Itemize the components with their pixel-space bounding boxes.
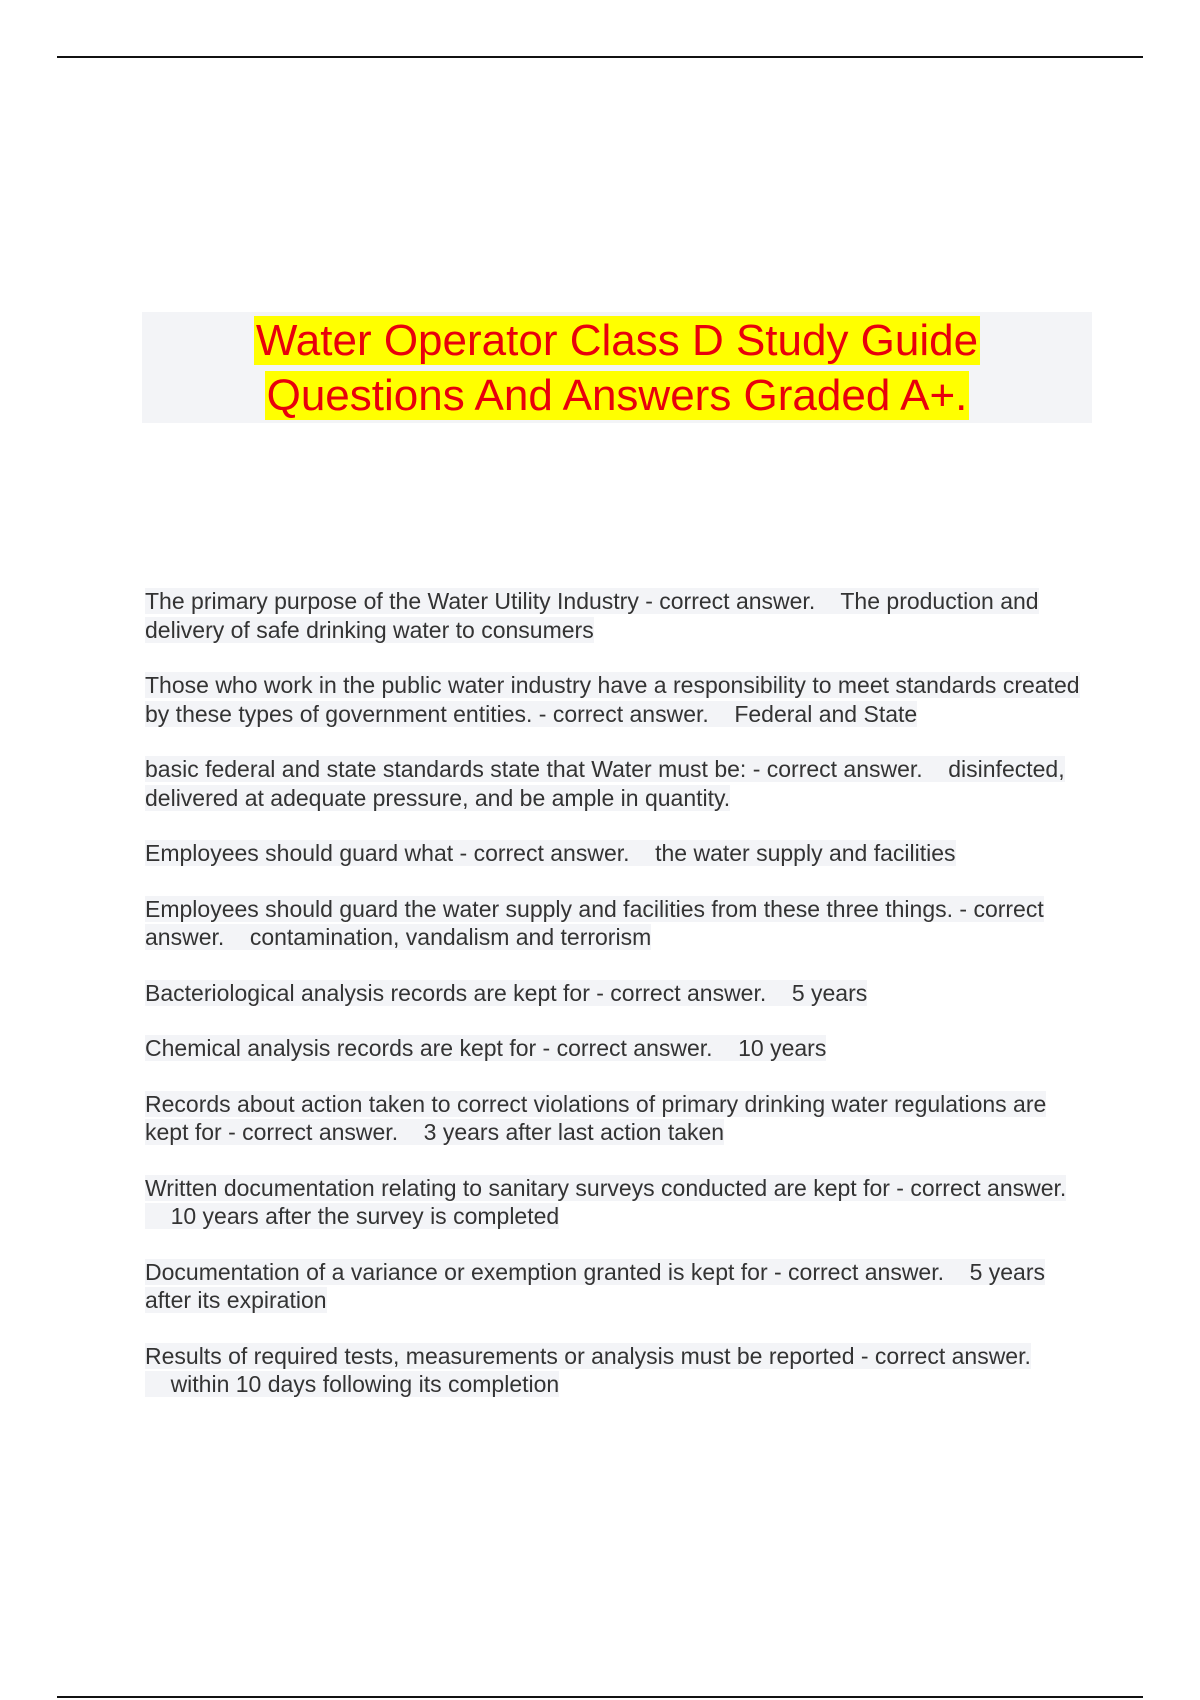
answer-text: 10 years (738, 1035, 827, 1061)
answer-text: the water supply and facilities (655, 840, 956, 866)
qa-item (145, 1342, 1095, 1399)
question-text: The primary purpose of the Water Utility Industry - correct answer. (145, 588, 816, 614)
title-line-1: Water Operator Class D Study Guide (255, 316, 979, 365)
answer-text: 3 years after last action taken (423, 1119, 725, 1145)
question-text: Those who work in the public water industry have a responsibility to meet standards created by these types of government entities. - correct answer. (145, 672, 1080, 727)
answer-text: 10 years after the survey is completed (170, 1203, 560, 1229)
question-text: Chemical analysis records are kept for - correct answer. (145, 1035, 713, 1061)
question-text: Employees should guard the water supply and facilities from these three things. - correct answer. (145, 895, 1044, 950)
top-rule (57, 56, 1143, 58)
qa-item (145, 1258, 1095, 1315)
qa-item (145, 979, 1095, 1008)
answer-text: 5 years after its expiration (145, 1258, 1046, 1313)
qa-item (145, 587, 1095, 644)
question-text: Written documentation relating to sanitary surveys conducted are kept for - correct answer. (145, 1174, 1067, 1201)
question-text: Documentation of a variance or exemption granted is kept for - correct answer. (145, 1258, 945, 1285)
question-text: Bacteriological analysis records are kept for - correct answer. (145, 979, 767, 1006)
answer-text: The production and delivery of safe drinking water to consumers (145, 588, 1039, 643)
answer-text: Federal and State (734, 700, 918, 727)
answer-text: disinfected, delivered at adequate pressure, and be ample in quantity. (145, 756, 1065, 811)
qa-list (145, 587, 1095, 1426)
qa-item (145, 1090, 1095, 1147)
question-text: Results of required tests, measurements or analysis must be reported - correct answer. (145, 1342, 1031, 1369)
answer-text: 5 years (791, 979, 868, 1006)
question-text: Records about action taken to correct violations of primary drinking water regulations are kept for - correct answer. (145, 1090, 1047, 1145)
bottom-rule (57, 1696, 1143, 1698)
qa-item (145, 839, 1095, 868)
qa-item (145, 895, 1095, 952)
qa-item (145, 671, 1095, 728)
title-line-2: Questions And Answers Graded A+. (266, 371, 968, 420)
question-text: Employees should guard what - correct answer. (145, 840, 630, 866)
qa-item (145, 755, 1095, 812)
document-title (142, 312, 1092, 423)
qa-item (145, 1034, 1095, 1063)
answer-text: within 10 days following its completion (170, 1371, 560, 1397)
qa-item (145, 1174, 1095, 1231)
question-text: basic federal and state standards state that Water must be: - correct answer. (145, 756, 923, 782)
answer-text: contamination, vandalism and terrorism (249, 924, 652, 950)
